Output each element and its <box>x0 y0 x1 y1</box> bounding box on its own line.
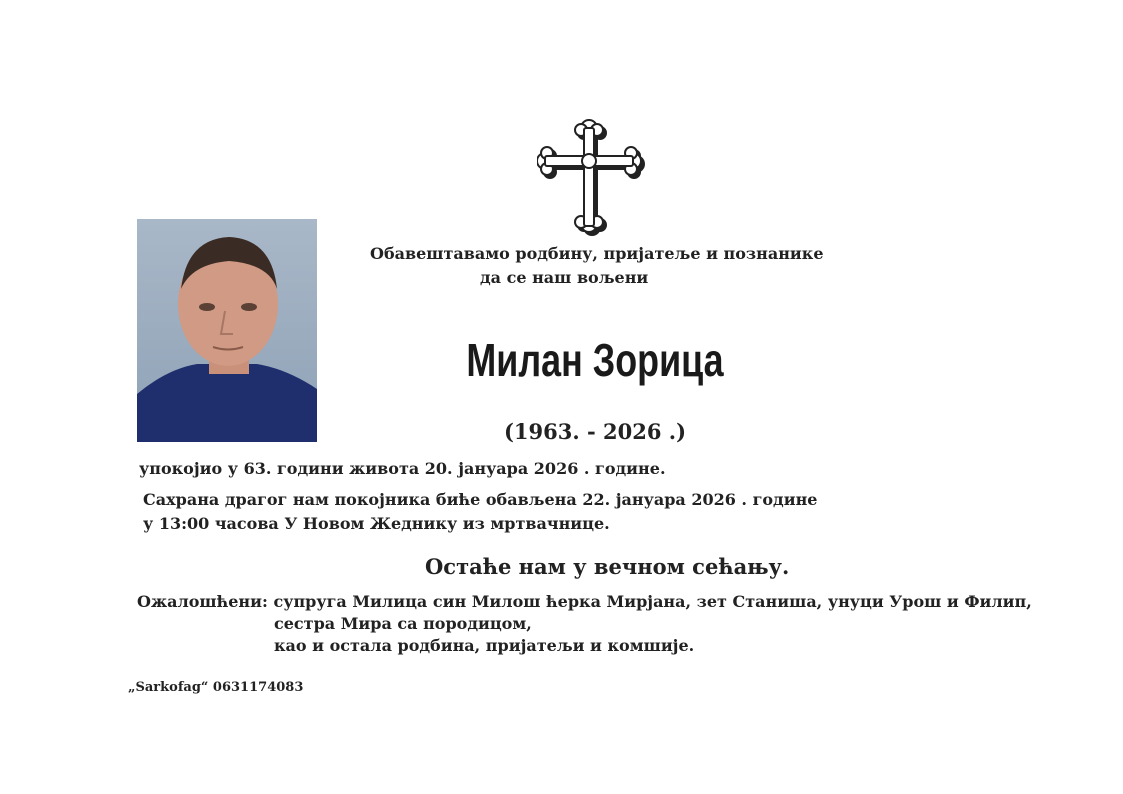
mourners-line-1: Ожалошћени: супруга Милица син Милош ћерка Мирјана, зет Станиша, унуци Урош и Филип, <box>137 592 1032 611</box>
intro-line-2: да се наш вољени <box>480 268 649 287</box>
mourners-line-3: као и остала родбина, пријатељи и комшије. <box>274 636 695 655</box>
mourners-line-2: сестра Мира са породицом, <box>274 614 532 633</box>
remembrance-text: Остаће нам у вечном сећању. <box>425 554 790 579</box>
funeral-text-line-2: у 13:00 часова У Новом Жеднику из мртвачнице. <box>143 514 610 533</box>
passing-date-text: упокојио у 63. години живота 20. јануара 2026 . године. <box>139 459 666 478</box>
funeral-home-contact: „Sarkofag“ 0631174083 <box>128 680 304 695</box>
portrait-photo <box>137 219 317 442</box>
funeral-text-line-1: Сахрана драгог нам покојника биће обављена 22. јануара 2026 . године <box>143 490 818 509</box>
life-years: (1963. - 2026 .) <box>504 419 687 444</box>
cross-icon <box>537 116 647 236</box>
intro-line-1: Обавештавамо родбину, пријатеље и познанике <box>370 244 824 263</box>
deceased-name: Милан Зорица <box>466 334 724 386</box>
